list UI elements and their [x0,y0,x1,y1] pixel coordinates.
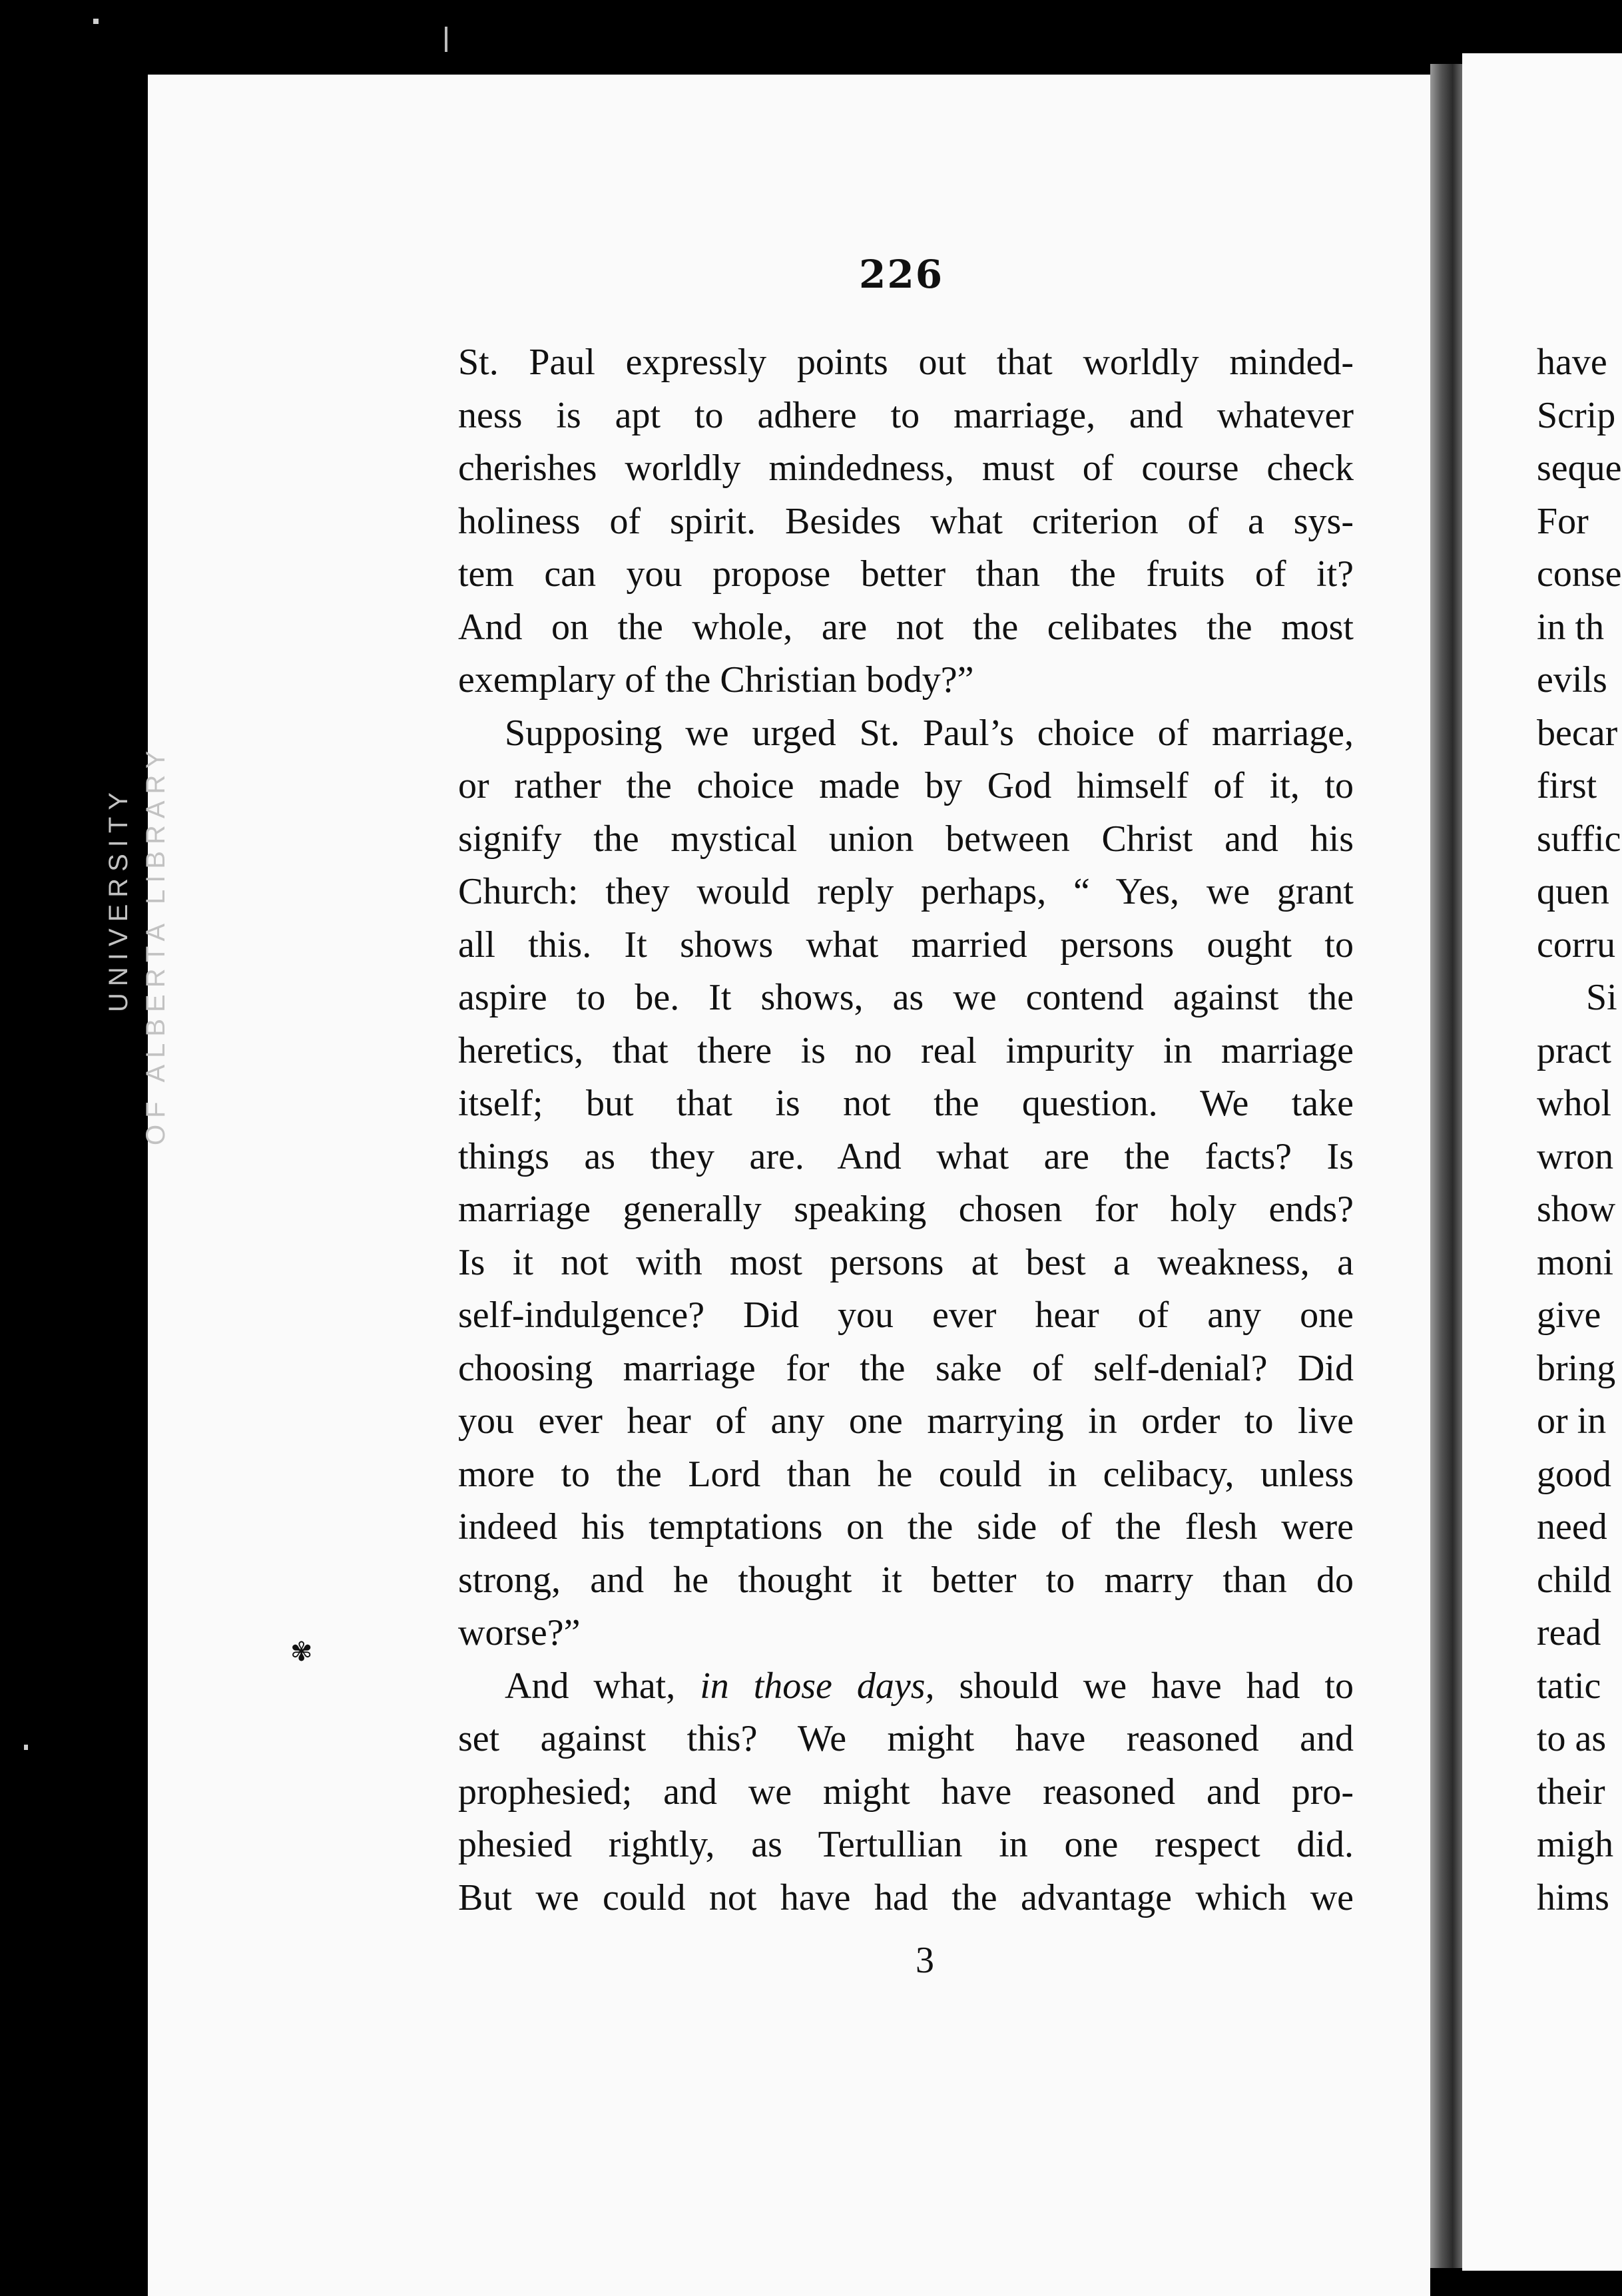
right-fragment: to as [1537,1718,1607,1759]
text-line: aspire to be. It shows, as we contend against the [458,977,1354,1018]
scan-speck [445,27,447,52]
right-fragment: read [1537,1612,1601,1653]
right-fragment: conse [1537,553,1622,595]
right-fragment: or in [1537,1400,1607,1442]
text-line: things as they are. And what are the facts? Is [458,1135,1354,1177]
right-fragment: corru [1537,924,1616,966]
text-line: Church: they would reply perhaps, “ Yes, we grant [458,871,1354,912]
text-line: cherishes worldly mindedness, must of course check [458,447,1354,489]
text-line: worse?” [458,1612,581,1653]
body-text [458,336,1354,1924]
text-line: or rather the choice made by God himself of it, to [458,765,1354,806]
right-fragment: For [1537,500,1589,542]
text-line: all this. It shows what married persons ought to [458,924,1354,966]
text-line: exemplary of the Christian body?” [458,659,974,701]
text-line: self-indulgence? Did you ever hear of any one [458,1294,1354,1336]
right-fragment: tatic [1537,1665,1601,1707]
text-line [458,1660,1354,1713]
right-fragment: evils [1537,659,1607,701]
text-line: you ever hear of any one marrying in order to live [458,1400,1354,1442]
text-line: itself; but that is not the question. We take [458,1083,1354,1124]
text-line: set against this? We might have reasoned and [458,1718,1354,1759]
right-fragment: moni [1537,1241,1614,1283]
right-fragment: suffic [1537,818,1621,860]
text-line: ness is apt to adhere to marriage, and whatever [458,394,1354,436]
signature-mark: 3 [916,1940,934,1981]
text-line: holiness of spirit. Besides what criterion of a sys- [458,500,1354,542]
right-fragment: hims [1537,1876,1609,1918]
text-line: more to the Lord than he could in celibacy, unless [458,1453,1354,1495]
right-fragment: pract [1537,1029,1611,1071]
para3-rest: should we have had to [959,1665,1354,1707]
scan-speck [24,1745,28,1750]
para3-italic: in those days, [700,1665,935,1707]
scan-speck [93,19,99,24]
ink-blot: ✾ [290,1637,313,1667]
right-fragment: show [1537,1189,1616,1230]
book-gutter [1430,64,1462,2268]
text-line: Is it not with most persons at best a weakness, a [458,1241,1354,1283]
stamp-line-1: UNIVERSITY [104,785,133,1012]
text-line: prophesied; and we might have reasoned and pro- [458,1771,1354,1813]
right-fragment: good [1537,1453,1611,1495]
right-fragment: bring [1537,1347,1616,1389]
right-fragment: have [1537,342,1607,383]
right-fragment: whol [1537,1083,1611,1124]
text-line: St. Paul expressly points out that worldly minded- [458,342,1354,383]
text-line: tem can you propose better than the fruits of it? [458,553,1354,595]
library-stamp [100,744,174,1145]
right-fragment: Si [1586,977,1617,1018]
stamp-line-2: OF ALBERTA LIBRARY [141,744,170,1145]
text-line: Supposing we urged St. Paul’s choice of marriage, [505,712,1354,754]
right-fragment: seque [1537,447,1622,489]
right-fragment: give [1537,1294,1601,1336]
right-fragment: quen [1537,871,1609,912]
text-line: indeed his temptations on the side of the flesh were [458,1506,1354,1548]
text-line: signify the mystical union between Christ and his [458,818,1354,860]
right-fragment: wron [1537,1135,1614,1177]
right-fragment: migh [1537,1824,1614,1865]
right-fragment: in th [1537,606,1605,648]
right-fragment: child [1537,1559,1611,1601]
right-fragment: need [1537,1506,1607,1548]
text-line: heretics, that there is no real impurity in marriage [458,1029,1354,1071]
right-fragment: first [1537,765,1597,806]
text-line: But we could not have had the advantage which we [458,1876,1354,1918]
text-line: phesied rightly, as Tertullian in one respect did. [458,1824,1354,1865]
right-page-text [1537,336,1622,1924]
text-line: marriage generally speaking chosen for holy ends? [458,1189,1354,1230]
right-fragment: becar [1537,712,1618,754]
right-fragment: their [1537,1771,1605,1813]
page-number: 226 [859,252,944,297]
para3-lead: And what, [505,1665,676,1707]
text-line: And on the whole, are not the celibates the most [458,606,1354,648]
right-fragment: Scrip [1537,394,1616,436]
text-line: choosing marriage for the sake of self-denial? Did [458,1347,1354,1389]
text-line: strong, and he thought it better to marry than do [458,1559,1354,1601]
